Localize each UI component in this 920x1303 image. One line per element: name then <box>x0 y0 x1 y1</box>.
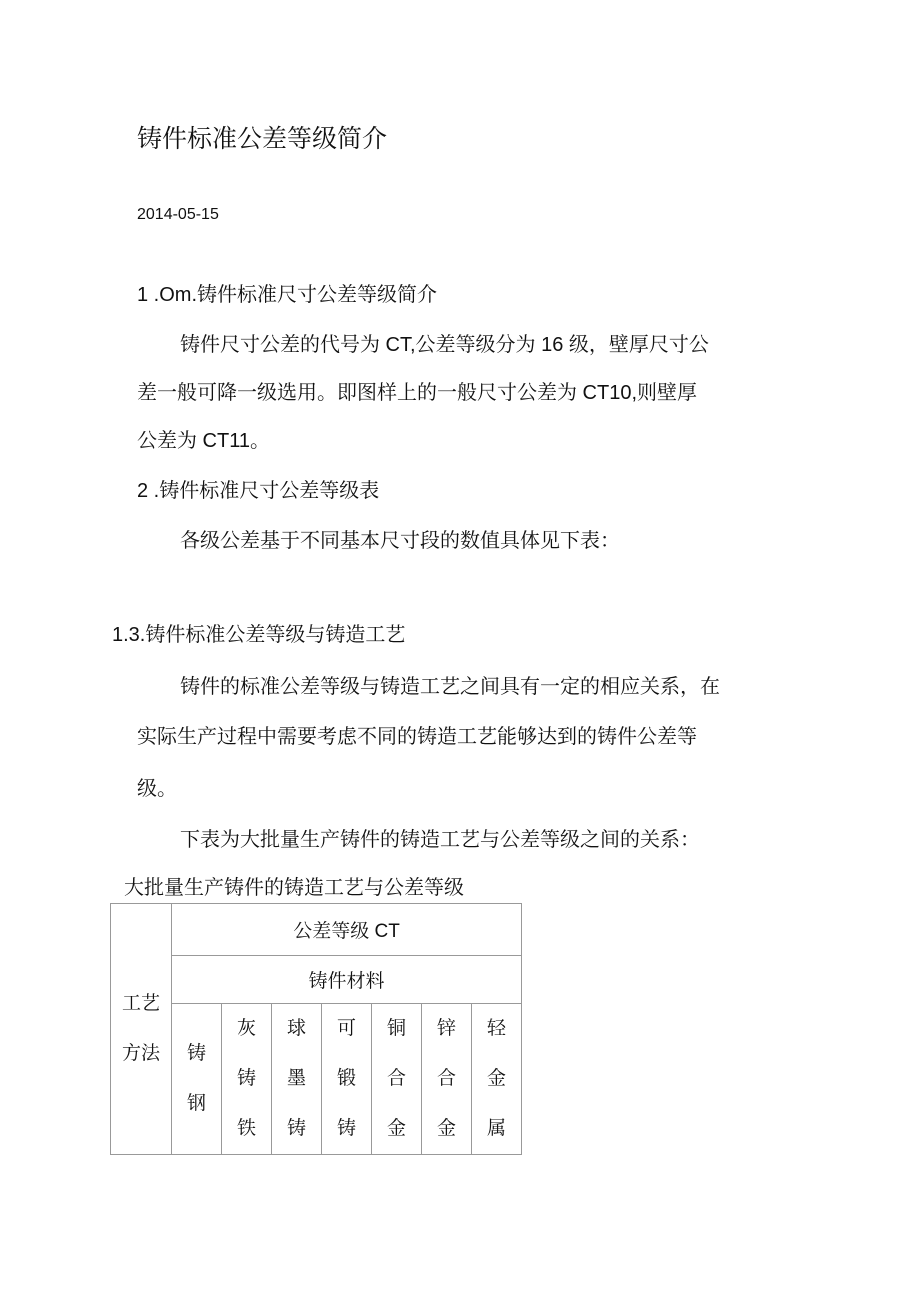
char: 合 <box>386 1068 406 1089</box>
char: 铸 <box>236 1068 256 1089</box>
material-cell <box>322 1004 372 1155</box>
section-1-heading: 1 .Om.铸件标准尺寸公差等级简介 <box>137 284 438 306</box>
casting-tolerance-table <box>110 903 522 1155</box>
char: 铸 <box>286 1118 306 1139</box>
method-header: 工艺 <box>121 993 160 1014</box>
char: 锻 <box>336 1068 356 1089</box>
char: 合 <box>436 1068 456 1089</box>
char: 金 <box>436 1118 456 1139</box>
char: 球 <box>286 1018 306 1039</box>
date: 2014-05-15 <box>137 206 219 223</box>
char: 铸 <box>186 1043 206 1064</box>
paragraph-line: 铸件尺寸公差的代号为 CT,公差等级分为 16 级，壁厚尺寸公 <box>180 334 709 356</box>
page-title: 铸件标准公差等级简介 <box>137 125 388 153</box>
char: 铜 <box>386 1018 406 1039</box>
material-cell <box>172 1004 222 1155</box>
paragraph-line: 级。 <box>137 778 177 800</box>
method-header-cell <box>111 904 172 1155</box>
section-2-heading: 2 .铸件标准尺寸公差等级表 <box>137 480 380 502</box>
char: 钢 <box>186 1093 206 1114</box>
paragraph-line: 下表为大批量生产铸件的铸造工艺与公差等级之间的关系： <box>180 829 700 851</box>
char: 灰 <box>236 1018 256 1039</box>
char: 铸 <box>336 1118 356 1139</box>
char: 锌 <box>436 1018 456 1039</box>
paragraph-line: 公差为 CT11。 <box>137 430 270 452</box>
char: 铁 <box>236 1118 256 1139</box>
material-cell <box>222 1004 272 1155</box>
char: 轻 <box>486 1018 506 1039</box>
material-cell <box>422 1004 472 1155</box>
material-header: 铸件材料 <box>172 956 522 1004</box>
paragraph-line: 实际生产过程中需要考虑不同的铸造工艺能够达到的铸件公差等 <box>137 726 697 748</box>
material-cell <box>372 1004 422 1155</box>
char: 墨 <box>286 1068 306 1089</box>
ct-header: 公差等级 CT <box>172 904 522 956</box>
char: 金 <box>486 1068 506 1089</box>
material-cell <box>272 1004 322 1155</box>
paragraph-line: 各级公差基于不同基本尺寸段的数值具体见下表： <box>180 530 620 552</box>
materials-row <box>111 1004 522 1155</box>
paragraph-line: 差一般可降一级选用。即图样上的一般尺寸公差为 CT10,则壁厚 <box>137 382 698 404</box>
char: 可 <box>336 1018 356 1039</box>
char: 属 <box>486 1118 506 1139</box>
method-header: 方法 <box>121 1043 160 1064</box>
char: 金 <box>386 1118 406 1139</box>
material-cell <box>472 1004 522 1155</box>
paragraph-line: 铸件的标准公差等级与铸造工艺之间具有一定的相应关系，在 <box>180 676 720 698</box>
section-3-heading: 1.3.铸件标准公差等级与铸造工艺 <box>112 624 406 646</box>
table-caption: 大批量生产铸件的铸造工艺与公差等级 <box>124 877 464 899</box>
